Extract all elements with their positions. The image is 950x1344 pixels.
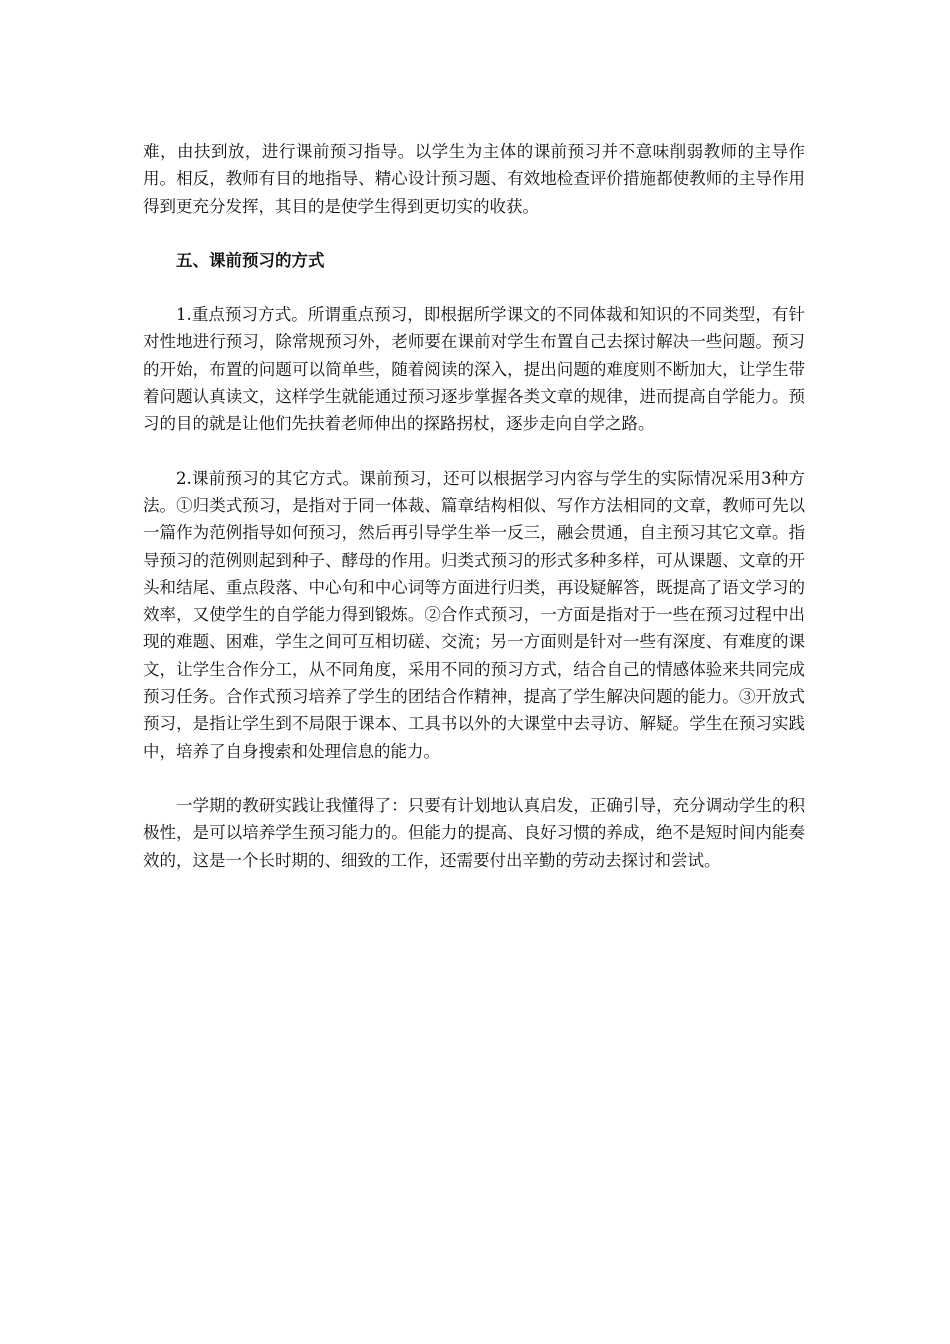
intro-paragraph: 难，由扶到放，进行课前预习指导。以学生为主体的课前预习并不意味削弱教师的主导作用。相反，教师有目的地指导、精心设计预习题、有效地检查评价措施都使教师的主导作用得到更充分发挥，其目的是使学生得到更切实的收获。 [143,142,805,216]
document-body [143,138,805,874]
paragraph-key-preview: 1.重点预习方式。所谓重点预习，即根据所学课文的不同体裁和知识的不同类型，有针对性地进行预习，除常规预习外，老师要在课前对学生布置自己去探讨解决一些问题。预习的开始，布置的问题可以简单些，随着阅读的深入，提出问题的难度则不断加大，让学生带着问题认真读文，这样学生就能通过预习逐步掌握各类文章的规律，进而提高自学能力。预习的目的就是让他们先扶着老师伸出的探路拐杖，逐步走向自学之路。 [143,305,805,434]
paragraph-conclusion: 一学期的教研实践让我懂得了：只要有计划地认真启发，正确引导，充分调动学生的积极性，是可以培养学生预习能力的。但能力的提高、良好习惯的养成，绝不是短时间内能奏效的，这是一个长时期的、细致的工作，还需要付出辛勤的劳动去探讨和尝试。 [143,795,805,870]
section-heading: 五、课前预习的方式 [176,250,325,270]
paragraph-other-methods: 2.课前预习的其它方式。课前预习，还可以根据学习内容与学生的实际情况采用3种方法。①归类式预习，是指对于同一体裁、篇章结构相似、写作方法相同的文章，教师可先以一篇作为范例指导如何预习，然后再引导学生举一反三，融会贯通，自主预习其它文章。指导预习的范例则起到种子、酵母的作用。归类式预习的形式多种多样，可从课题、文章的开头和结尾、重点段落、中心句和中心词等方面进行归类，再设疑解答，既提高了语文学习的效率，又使学生的自学能力得到锻炼。②合作式预习，一方面是指对于一些在预习过程中出现的难题、困难，学生之间可互相切磋、交流；另一方面则是针对一些有深度、有难度的课文，让学生合作分工，从不同角度，采用不同的预习方式，结合自己的情感体验来共同完成预习任务。合作式预习培养了学生的团结合作精神，提高了学生解决问题的能力。③开放式预习，是指让学生到不局限于课本、工具书以外的大课堂中去寻访、解疑。学生在预习实践中，培养了自身搜索和处理信息的能力。 [143,468,805,761]
